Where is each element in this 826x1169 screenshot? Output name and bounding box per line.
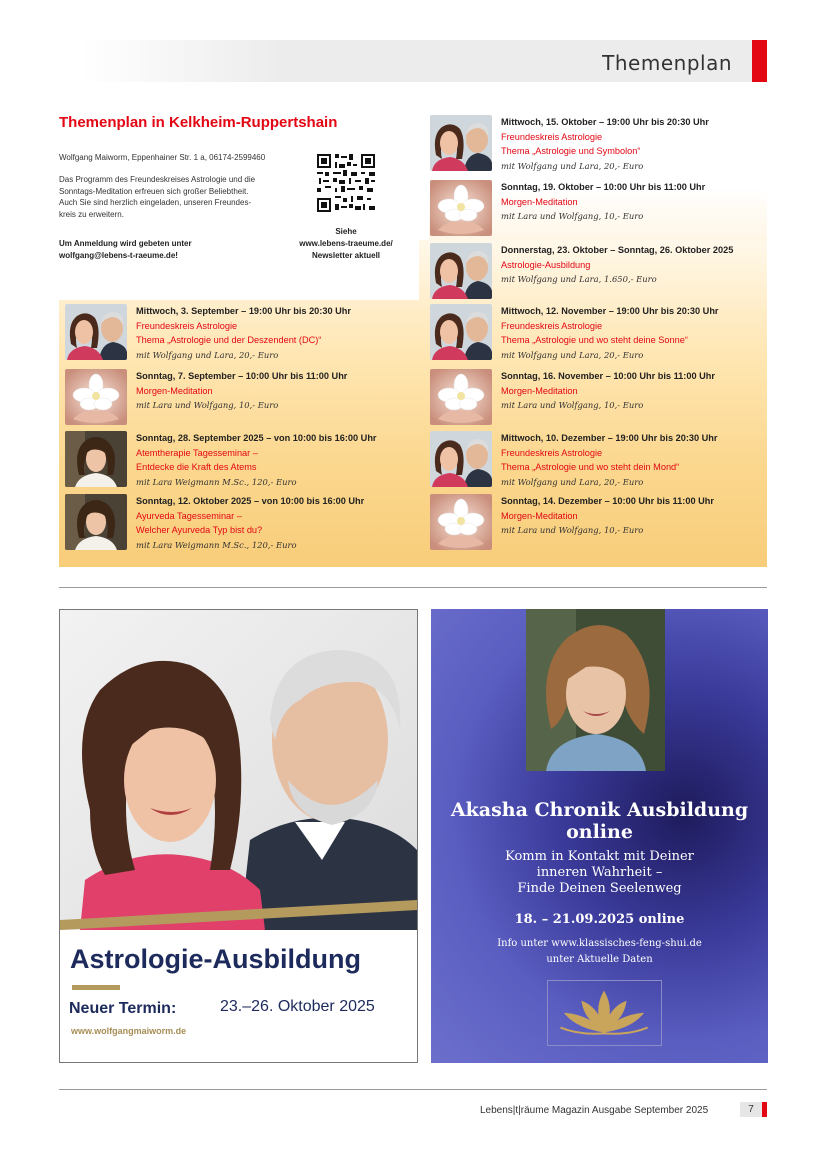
page-number: 7 <box>740 1102 762 1117</box>
flower-photo <box>430 369 492 425</box>
event-subtitle: Thema „Astrologie und wo steht dein Mond“ <box>501 462 680 472</box>
event-text <box>501 431 741 489</box>
event-text <box>501 180 741 224</box>
themenplan-title: Themenplan in Kelkheim-Ruppertshain <box>59 114 338 131</box>
event-date: Sonntag, 7. September – 10:00 Uhr bis 11:00 Uhr <box>136 371 348 381</box>
flower-photo <box>65 369 127 425</box>
event-host-price: mit Lara und Wolfgang, 10,- Euro <box>501 211 644 221</box>
event-subtitle: Thema „Astrologie und wo steht deine Sonne“ <box>501 335 688 345</box>
event-text <box>136 494 376 552</box>
event-text <box>501 494 741 538</box>
woman-photo <box>65 431 127 487</box>
event-title: Astrologie-Ausbildung <box>501 259 591 270</box>
ad-subtitle-line: Finde Deinen Seelenweg <box>517 881 682 896</box>
qr-code-icon[interactable] <box>315 152 377 214</box>
event-host-price: mit Lara und Wolfgang, 10,- Euro <box>501 525 644 535</box>
couple-photo <box>430 431 492 487</box>
magazine-name: Lebens|t|räume Magazin Ausgabe September 2025 <box>480 1105 709 1116</box>
event-title: Morgen-Meditation <box>136 385 213 396</box>
neuer-termin-label: Neuer Termin: <box>69 1000 177 1017</box>
ad-title-line: online <box>566 821 633 843</box>
event-subtitle: Thema „Astrologie und der Deszendent (DC)“ <box>136 335 322 345</box>
intro-line: Das Programm des Freundeskreises Astrologie und die <box>59 175 256 184</box>
footer-divider <box>59 1089 767 1090</box>
astrologie-ad[interactable] <box>59 609 418 1063</box>
event-date: Mittwoch, 3. September – 19:00 Uhr bis 20:30 Uhr <box>136 306 351 316</box>
ad-info-line: unter Aktuelle Daten <box>546 954 653 965</box>
event-text <box>501 369 741 413</box>
woman-portrait <box>526 609 665 771</box>
registration-email[interactable]: wolfgang@lebens-t-raeume.de! <box>59 251 178 260</box>
event-host-price: mit Wolfgang und Lara, 20,- Euro <box>501 476 644 487</box>
ad-caption <box>60 930 417 1062</box>
ad-title-line: Akasha Chronik Ausbildung <box>450 799 749 821</box>
event-date: Sonntag, 28. September 2025 – von 10:00 bis 16:00 Uhr <box>136 433 377 443</box>
footer-accent-bar <box>762 1102 767 1117</box>
section-divider <box>59 587 767 588</box>
newsletter-hint <box>287 226 405 262</box>
event-title: Freundeskreis Astrologie <box>501 320 603 331</box>
flower-photo <box>430 180 492 236</box>
couple-photo <box>65 304 127 360</box>
event-title: Morgen-Meditation <box>501 385 578 396</box>
akasha-ad[interactable] <box>431 609 768 1063</box>
header-accent-bar <box>752 40 767 82</box>
couple-photo <box>430 304 492 360</box>
siehe-line: Siehe <box>335 227 357 236</box>
event-date: Donnerstag, 23. Oktober – Sonntag, 26. Oktober 2025 <box>501 245 734 255</box>
event-title: Freundeskreis Astrologie <box>501 447 603 458</box>
page-section-title: Themenplan <box>602 51 732 75</box>
couple-photo <box>430 115 492 171</box>
event-date: Sonntag, 14. Dezember – 10:00 Uhr bis 11:00 Uhr <box>501 496 714 506</box>
ad-info <box>431 936 768 968</box>
ad-url[interactable]: www.wolfgangmaiworm.de <box>71 1026 187 1036</box>
event-title: Morgen-Meditation <box>501 510 578 521</box>
event-date: Mittwoch, 10. Dezember – 19:00 Uhr bis 20:30 Uhr <box>501 433 718 443</box>
event-date: Mittwoch, 12. November – 19:00 Uhr bis 20:30 Uhr <box>501 306 719 316</box>
header-bar <box>80 40 752 82</box>
event-subtitle: Welcher Ayurveda Typ bist du? <box>136 525 263 535</box>
ad-title: Astrologie-Ausbildung <box>70 944 361 974</box>
event-host-price: mit Wolfgang und Lara, 20,- Euro <box>136 349 279 360</box>
intro-line: kreis zu erweitern. <box>59 209 124 219</box>
ad-date: 18. – 21.09.2025 online <box>514 912 685 927</box>
flower-photo <box>430 494 492 550</box>
event-text <box>501 304 741 362</box>
event-text <box>501 115 741 173</box>
ad-subtitle-line: inneren Wahrheit – <box>536 865 663 880</box>
couple-photo <box>430 243 492 299</box>
event-host-price: mit Lara und Wolfgang, 10,- Euro <box>501 400 644 410</box>
intro-line: Sonntags-Meditation erfreuen sich großer Beliebtheit. <box>59 186 249 196</box>
woman-photo <box>65 494 127 550</box>
event-text <box>136 369 376 413</box>
event-host-price: mit Wolfgang und Lara, 20,- Euro <box>501 349 644 360</box>
ad-title <box>431 799 768 843</box>
registration-note <box>59 238 259 262</box>
event-title: Freundeskreis Astrologie <box>501 131 603 142</box>
address-line: Wolfgang Maiworm, Eppenhainer Str. 1 a, 06174-2599460 <box>59 153 266 162</box>
ad-subtitle <box>431 849 768 897</box>
intro-line: Auch Sie sind herzlich eingeladen, unseren Freundes- <box>59 198 252 207</box>
event-date: Sonntag, 19. Oktober – 10:00 Uhr bis 11:00 Uhr <box>501 182 706 192</box>
ad-subtitle-line: Komm in Kontakt mit Deiner <box>505 849 694 864</box>
couple-portrait <box>60 610 417 930</box>
event-host-price: mit Lara Weigmann M.Sc., 120,- Euro <box>136 476 297 487</box>
event-subtitle: Thema „Astrologie und Symbolon“ <box>501 146 641 156</box>
event-text <box>136 431 376 489</box>
lotus-icon <box>547 980 662 1046</box>
registration-line: Um Anmeldung wird gebeten unter <box>59 239 192 248</box>
event-title: Atemtherapie Tagesseminar – <box>136 447 258 458</box>
event-date: Sonntag, 12. Oktober 2025 – von 10:00 bis 16:00 Uhr <box>136 496 365 506</box>
intro-text <box>59 174 294 220</box>
event-title: Ayurveda Tagesseminar – <box>136 510 242 521</box>
themenplan-panel <box>59 110 767 567</box>
gold-rule <box>72 985 120 990</box>
event-host-price: mit Lara und Wolfgang, 10,- Euro <box>136 400 279 410</box>
event-host-price: mit Wolfgang und Lara, 20,- Euro <box>501 160 644 171</box>
event-subtitle: Entdecke die Kraft des Atems <box>136 462 257 472</box>
event-date: Sonntag, 16. November – 10:00 Uhr bis 11:00 Uhr <box>501 371 715 381</box>
event-host-price: mit Lara Weigmann M.Sc., 120,- Euro <box>136 539 297 550</box>
siehe-line: Newsletter aktuell <box>311 251 381 260</box>
event-title: Morgen-Meditation <box>501 196 578 207</box>
event-host-price: mit Wolfgang und Lara, 1.650,- Euro <box>501 274 657 284</box>
event-text <box>136 304 376 362</box>
ad-date: 23.–26. Oktober 2025 <box>220 998 375 1015</box>
event-text <box>501 243 741 287</box>
ad-info-url[interactable]: Info unter www.klassisches-feng-shui.de <box>497 938 702 949</box>
newsletter-url[interactable]: www.lebens-traeume.de/ <box>299 239 393 248</box>
event-date: Mittwoch, 15. Oktober – 19:00 Uhr bis 20:30 Uhr <box>501 117 709 127</box>
event-title: Freundeskreis Astrologie <box>136 320 238 331</box>
